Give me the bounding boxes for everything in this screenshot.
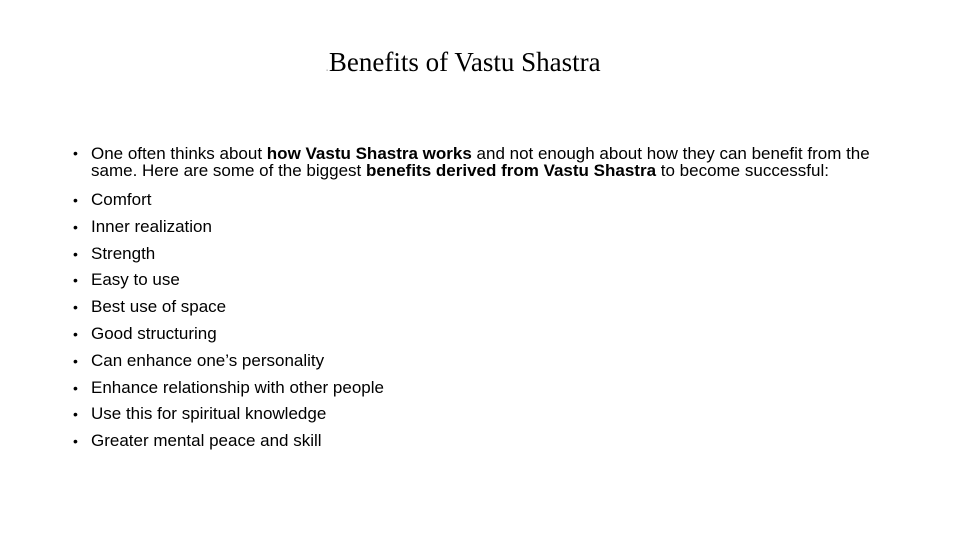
slide-title xyxy=(0,44,926,86)
bullet-icon: • xyxy=(73,379,78,396)
list-item-label: Inner realization xyxy=(91,216,212,236)
bullet-icon: • xyxy=(73,352,78,369)
list-item-label: Best use of space xyxy=(91,297,227,317)
title-prefix: . xyxy=(325,60,329,75)
list-item-label: Can enhance one’s personality xyxy=(91,350,325,370)
list-item xyxy=(73,241,873,268)
bullet-icon: • xyxy=(73,433,78,450)
list-item-label: Use this for spiritual knowledge xyxy=(91,404,327,424)
list-item xyxy=(73,428,873,455)
list-item xyxy=(73,401,873,428)
bullet-icon: • xyxy=(73,192,78,208)
intro-text-1: One often thinks about xyxy=(91,144,267,163)
intro-text-3: to become successful: xyxy=(656,161,829,180)
bullet-icon: • xyxy=(73,299,78,316)
list-item xyxy=(73,187,873,214)
list-item-label: Enhance relationship with other people xyxy=(91,377,384,397)
list-item-label: Good structuring xyxy=(91,323,217,343)
bullet-icon: • xyxy=(73,145,78,161)
intro-bold-1: how Vastu Shastra works xyxy=(266,144,472,163)
list-item-label: Easy to use xyxy=(91,270,180,290)
list-item xyxy=(73,214,873,241)
list-item-label: Greater mental peace and skill xyxy=(91,431,322,451)
intro-text-2: and not enough about how they can benefit from the same. Here are some of the biggest xyxy=(91,144,870,180)
bullet-icon: • xyxy=(73,325,78,342)
list-item-label: Comfort xyxy=(91,190,152,209)
list-item xyxy=(73,348,873,375)
list-item xyxy=(73,321,873,348)
list-item xyxy=(73,267,873,294)
bullet-icon: • xyxy=(73,272,78,289)
list-item-intro xyxy=(73,144,873,179)
intro-bold-2: benefits derived from Vastu Shastra xyxy=(365,161,657,180)
bullet-icon: • xyxy=(73,245,78,262)
bullet-icon: • xyxy=(73,406,78,423)
list-item xyxy=(73,294,873,321)
list-item xyxy=(73,375,873,402)
list-item-label: Strength xyxy=(91,243,156,263)
bullet-list xyxy=(73,144,873,455)
title-text: Benefits of Vastu Shastra xyxy=(328,47,601,77)
bullet-icon: • xyxy=(73,218,78,235)
